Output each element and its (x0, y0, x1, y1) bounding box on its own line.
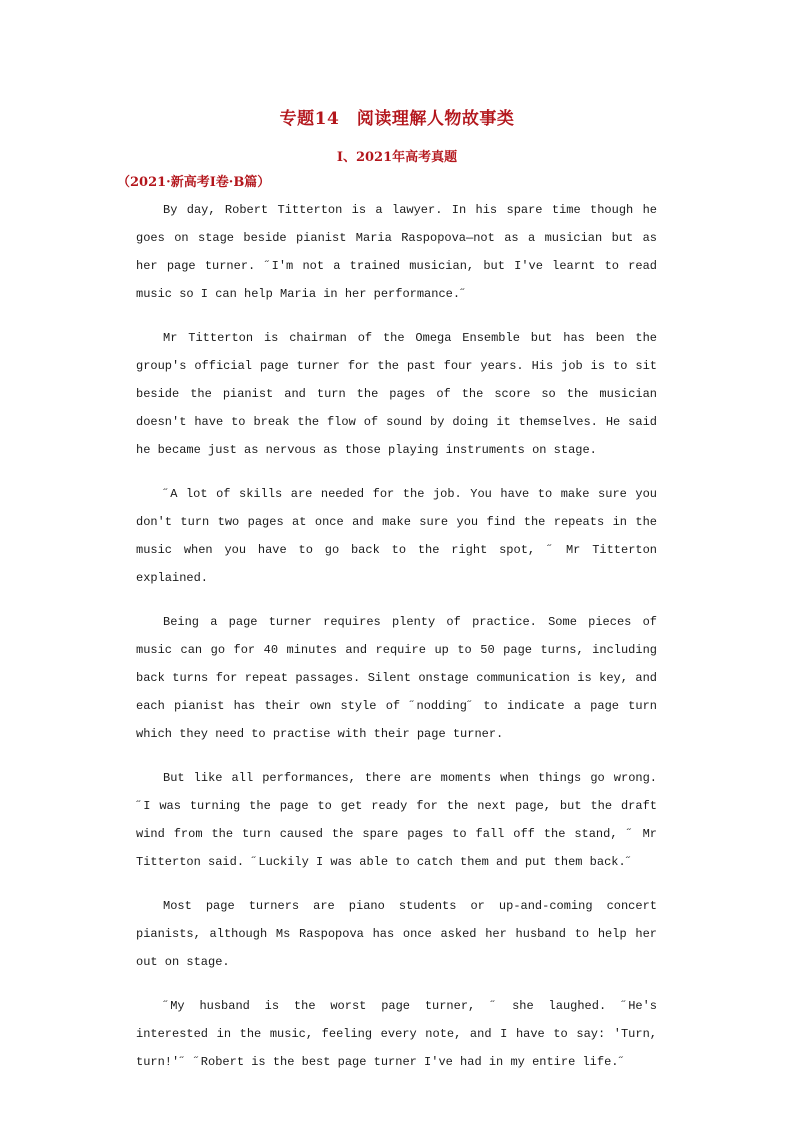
article-body (136, 196, 657, 1092)
page-title: 专题14 阅读理解人物故事类 (279, 109, 515, 129)
source-label: （2021·新高考I卷·B篇） (117, 175, 271, 190)
paragraph: ˝My husband is the worst page turner, ˝ she laughed. ˝He's interested in the music, feeling every note, and I have to say: 'Turn, turn!'˝ ˝Robert is the best page turner I've had in my entire life.˝ (136, 999, 657, 1069)
section-title: I、2021年高考真题 (336, 150, 458, 165)
paragraph: Most page turners are piano students or up-and-coming concert pianists, although Ms Raspopova has once asked her husband to help her out on stage. (136, 899, 657, 969)
paragraph: But like all performances, there are moments when things go wrong. ˝I was turning the page to get ready for the next page, but the draft wind from the turn caused the spare pages to fall off the stand, ˝ Mr Titterton said. ˝Luckily I was able to catch them and put them back.˝ (136, 771, 657, 869)
paragraph: By day, Robert Titterton is a lawyer. In his spare time though he goes on stage beside pianist Maria Raspopova—not as a musician but as her page turner. ˝I'm not a trained musician, but I've learnt to read music so I can help Maria in her performance.˝ (136, 203, 657, 301)
paragraph: ˝A lot of skills are needed for the job. You have to make sure you don't turn two pages at once and make sure you find the repeats in the music when you have to go back to the right spot, ˝ Mr Titterton explained. (136, 487, 657, 585)
paragraph: Mr Titterton is chairman of the Omega Ensemble but has been the group's official page turner for the past four years. His job is to sit beside the pianist and turn the pages of the score so the musician doesn't have to break the flow of sound by doing it themselves. He said he became just as nervous as those playing instruments on stage. (136, 331, 657, 457)
paragraph: Being a page turner requires plenty of practice. Some pieces of music can go for 40 minutes and require up to 50 page turns, including back turns for repeat passages. Silent onstage communication is key, and each pianist has their own style of ˝nodding˝ to indicate a page turn which they need to practise with their page turner. (136, 615, 657, 741)
